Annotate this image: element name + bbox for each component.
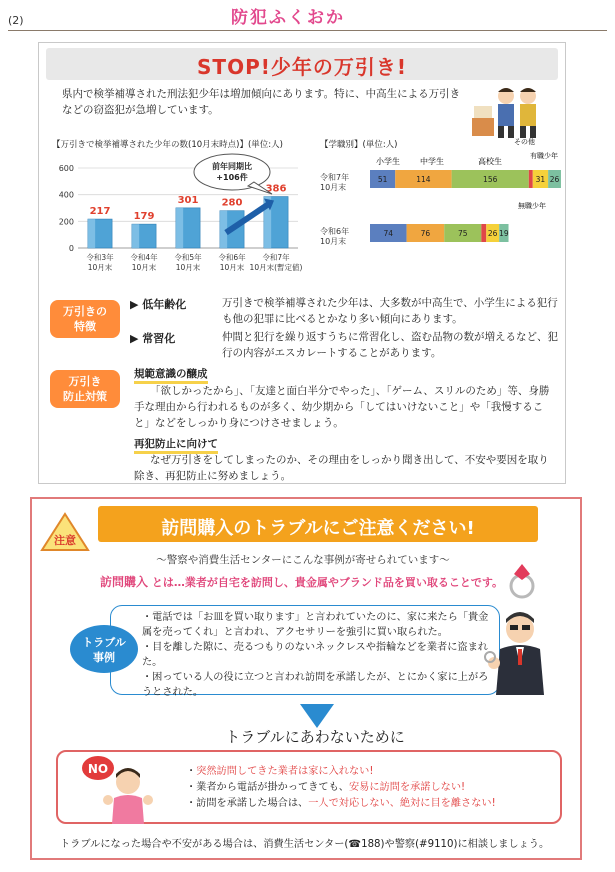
features-tag-line1: 万引きの <box>63 305 107 318</box>
segment-value-label: 74 <box>383 229 394 238</box>
x-tick-label: 令和4年 <box>130 253 158 262</box>
visit-purchase-definition <box>100 573 520 590</box>
y-tick-label: 0 <box>68 244 74 253</box>
bar-value-label: 386 <box>265 183 287 195</box>
ring-icon <box>500 560 544 600</box>
no-sign-girl-illustration <box>78 752 158 824</box>
cases-subheader: 〜警察や消費生活センターにこんな事例が寄せられています〜 <box>156 554 450 566</box>
trouble-tag-line1: トラブル <box>82 636 126 649</box>
feature-1-head: ▶ 低年齢化 <box>130 298 187 311</box>
prevention-1-text: 「欲しかったから」、「友達と面白半分でやった」、「ゲーム、スリルのため」等、身勝手な理由から行われるものが多く、幼少期から「してはいけないこと」や「我慢すること」などをしっかり身につけさせましょう。 <box>134 385 550 429</box>
list-item: ・突然訪問してきた業者は家に入れない! <box>186 766 374 777</box>
segment-value-label: 26 <box>549 175 560 184</box>
warning-triangle-icon <box>40 512 90 552</box>
no-label: NO <box>87 762 109 776</box>
occupation-stacked-bar-chart <box>318 136 564 272</box>
prevention-tag-line1: 万引き <box>68 375 102 388</box>
prevention-2-head: 再犯防止に向けて <box>134 436 218 454</box>
consultation-footer: トラブルになった場合や不安がある場合は、消費生活センター(☎188)や警察(#9110)に相談しましょう。 <box>60 839 550 850</box>
stack-segment <box>529 170 533 188</box>
segment-value-label: 31 <box>535 175 546 184</box>
bar-chart-title: 【万引きで検挙補導された少年の数(10月末時点)】(単位:人) <box>52 140 283 150</box>
stack-label-other: その他 <box>514 138 535 146</box>
x-tick-label: 令和5年 <box>174 253 202 262</box>
stack-segment <box>481 224 486 242</box>
feature-2-text: 仲間と犯行を繰り返すうちに常習化し、盗む品物の数が増えるなど、犯行の内容がエスカレートすることがあります。 <box>222 331 558 359</box>
x-tick-label: 令和6年 <box>218 253 246 262</box>
suspicious-dealer-illustration <box>478 605 558 701</box>
y-tick-label: 400 <box>58 190 74 200</box>
trouble-cases-list <box>142 610 498 700</box>
features-tag <box>50 300 120 338</box>
shoplifting-intro: 県内で検挙補導された刑法犯少年は増加傾向にあります。特に、中高生による万引きなどの窃盗犯が急増しています。 <box>62 88 461 116</box>
definition-text: とは…業者が自宅を訪問し、貴金属やブランド品を買い取ることです。 <box>151 576 503 589</box>
feature-2-head: ▶ 常習化 <box>130 332 176 345</box>
list-item: ・訪問を承諾した場合は、一人で対応しない、絶対に目を離さない! <box>186 798 496 809</box>
tips-list <box>186 764 546 812</box>
y-tick-label: 600 <box>58 164 74 173</box>
x-tick-label: 令和7年 <box>262 253 290 262</box>
segment-value-label: 75 <box>457 229 468 238</box>
list-item: ・業者から電話が掛かってきても、安易に訪問を承諾しない! <box>186 782 466 793</box>
list-item: ・目を離した隙に、売るつもりのないネックレスや指輪などを業者に盗まれた。 <box>142 642 488 668</box>
bar-value-label: 301 <box>177 194 199 206</box>
features-tag-line2: 特徴 <box>74 320 96 333</box>
page-header-title: 防犯ふくおか <box>231 8 345 28</box>
definition-term: 訪問購入 <box>100 575 149 589</box>
segment-value-label: 114 <box>416 175 431 184</box>
list-item: ・困っている人の役に立つと言われ訪問を承諾したが、とにかく家に上がろうとされた。 <box>142 672 489 698</box>
segment-value-label: 26 <box>487 229 498 238</box>
prevention-1-head: 規範意識の醸成 <box>134 366 208 384</box>
stack-label-elem: 小学生 <box>376 157 400 166</box>
yoy-callout <box>192 152 276 198</box>
x-tick-label: 令和3年 <box>86 253 114 262</box>
x-tick-label: 10月末(暫定値) <box>249 263 303 272</box>
segment-value-label: 156 <box>483 175 498 184</box>
shoplifting-title: STOP!少年の万引き! <box>197 55 407 79</box>
x-tick-label: 10月末 <box>87 263 113 272</box>
segment-value-label: 19 <box>499 229 509 238</box>
feature-1-text: 万引きで検挙補導された少年は、大多数が中高生で、小学生による犯行も他の犯罪に比べるとかなり多い傾向にあります。 <box>222 297 558 325</box>
y-category-label: 10月末 <box>320 237 347 246</box>
x-tick-label: 10月末 <box>219 263 245 272</box>
stack-label-unemployed: 無職少年 <box>518 202 546 210</box>
y-category-label: 令和6年 <box>320 227 350 236</box>
bar-value-label: 217 <box>89 206 111 218</box>
segment-value-label: 76 <box>420 229 431 238</box>
x-tick-label: 10月末 <box>131 263 157 272</box>
header-rule <box>8 30 607 31</box>
avoid-trouble-heading: トラブルにあわないために <box>225 728 405 746</box>
callout-line-1: 前年同期比 <box>212 162 252 171</box>
bar-highlight <box>132 224 139 248</box>
y-category-label: 10月末 <box>320 183 347 192</box>
prevention-tag-line2: 防止対策 <box>63 390 107 403</box>
x-tick-label: 10月末 <box>175 263 201 272</box>
visit-purchase-title: 訪問購入のトラブルにご注意ください! <box>161 518 475 539</box>
segment-value-label: 51 <box>377 175 388 184</box>
bar-value-label: 179 <box>133 211 155 223</box>
y-tick-label: 200 <box>58 217 74 227</box>
trouble-tag-line2: 事例 <box>93 651 115 664</box>
prevention-2-text: なぜ万引きをしてしまったのか、その理由をしっかり聞き出して、不安や要因を取り除き、再犯防止に努めましょう。 <box>134 454 549 482</box>
stack-label-hs: 高校生 <box>478 157 502 166</box>
arrow-down-icon <box>300 704 334 728</box>
trouble-cases-tag <box>70 625 138 673</box>
list-item: ・電話では「お皿を買い取ります」と言われていたのに、家に来たら「貴金属を売ってくれ」と言われ、アクセサリーを強引に買い取られた。 <box>142 612 489 638</box>
bar-highlight <box>88 219 95 248</box>
bar-value-label: 280 <box>221 197 243 209</box>
shoplifting-boys-illustration <box>470 82 546 140</box>
stack-label-working: 有職少年 <box>530 152 558 160</box>
bar-highlight <box>176 208 183 248</box>
page-number: (2) <box>8 14 24 27</box>
y-category-label: 令和7年 <box>320 173 350 182</box>
notice-label: 注意 <box>54 534 76 547</box>
prevention-tag <box>50 370 120 408</box>
callout-line-2: +106件 <box>216 173 248 182</box>
stack-chart-title: 【学職別】(単位:人) <box>320 140 398 150</box>
stack-label-jhs: 中学生 <box>420 157 444 166</box>
